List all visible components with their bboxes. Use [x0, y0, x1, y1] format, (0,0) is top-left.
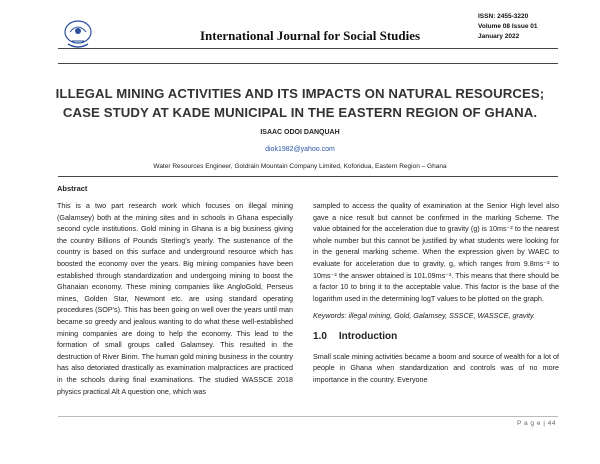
section-heading-introduction: [313, 331, 559, 343]
journal-name: International Journal for Social Studies: [200, 28, 421, 43]
volume-issue: Volume 08 Issue 01: [478, 23, 538, 30]
abstract-column-right: [313, 200, 559, 385]
page-separator: |: [543, 420, 546, 427]
abstract-text-left: This is a two part research work which focuses on illegal mining (Galamsey) both at the mining sites and in schools in Ghana especially second cycle institutions. Gold mining in Ghana is a big business giving the country Billions of Pounds Sterling's yearly. The sustenance of the country is based on this surface and underground resource which has boosted the economy over the years. Big mining companies have been established through standardization and undergoing mining to boost the Ghanaian economy. These mining companies like AngloGold, Perseus mines, Golden Star, Newmont etc. are using standard operating procedures (SOP's). This has been going on well over the years until man became so greedy and jealous wanting to do what these well-established mining companies are doing to help the economy. This lead to the formation of small groups called Galamsey. This resulted in the destruction of River Birim. The human gold mining business in the country has also detoriated drastically as examination malpractices are practiced in the schools during final examinations. The studied WASSCE 2018 physics practical Alt A question one, which was: [57, 201, 293, 396]
page-number: 44: [547, 420, 556, 427]
journal-seal-logo: [60, 18, 96, 52]
abstract-heading: Abstract: [57, 184, 88, 193]
author-email-link[interactable]: diok1982@yahoo.com: [265, 146, 335, 153]
abstract-text-right: sampled to access the quality of examination at the Senior High level also gave a nice result but cannot be confirmed in the marking Scheme. The value obtained for the acceleration due to gravity (g) is 10ms⁻² to the nearest whole number but this cannot be justified by what students were looking for in the general marking scheme. When the expression given by WAEC to evaluate for acceleration due to gravity, g, which ranges from 9.8ms⁻² to 10ms⁻² the answer obtained is 101.09ms⁻². This means that there should be a factor 10 to bring it to the acceptable value. This factor is the base of the logarithm used in the determining logT values to be plotted on the graph.: [313, 201, 559, 303]
issue-date: January 2022: [478, 33, 520, 40]
header-rule: [58, 48, 558, 49]
issn-number: ISSN: 2455-3220: [478, 13, 529, 20]
keywords: Keywords: illegal mining, Gold, Galamsey, SSSCE, WASSCE, gravity.: [313, 311, 536, 321]
page-label: P a g e: [516, 420, 541, 427]
paper-title: [50, 84, 550, 122]
author-affiliation: Water Resources Engineer, Goldrain Mountain Company Limited, Koforidua, Eastern Region – Ghana: [153, 163, 447, 170]
footer-rule: [58, 416, 558, 417]
header-rule-lower: [58, 63, 558, 64]
section-title: Introduction: [338, 330, 398, 342]
author-name: ISAAC ODOI DANQUAH: [260, 129, 340, 136]
introduction-text: Small scale mining activities became a boom and source of wealth for a lot of people in Ghana when standardization and controls was of no more importance in the country. Everyone: [313, 351, 559, 384]
abstract-column-left: [57, 200, 293, 397]
affiliation-rule: [58, 176, 558, 177]
page-number-footer: [517, 420, 556, 427]
section-number: 1.0: [313, 330, 327, 342]
title-line-1: ILLEGAL MINING ACTIVITIES AND ITS IMPACTS ON NATURAL RESOURCES;: [55, 86, 545, 101]
title-line-2: CASE STUDY AT KADE MUNICIPAL IN THE EASTERN REGION OF GHANA.: [62, 105, 538, 120]
issn-block: [478, 12, 558, 42]
